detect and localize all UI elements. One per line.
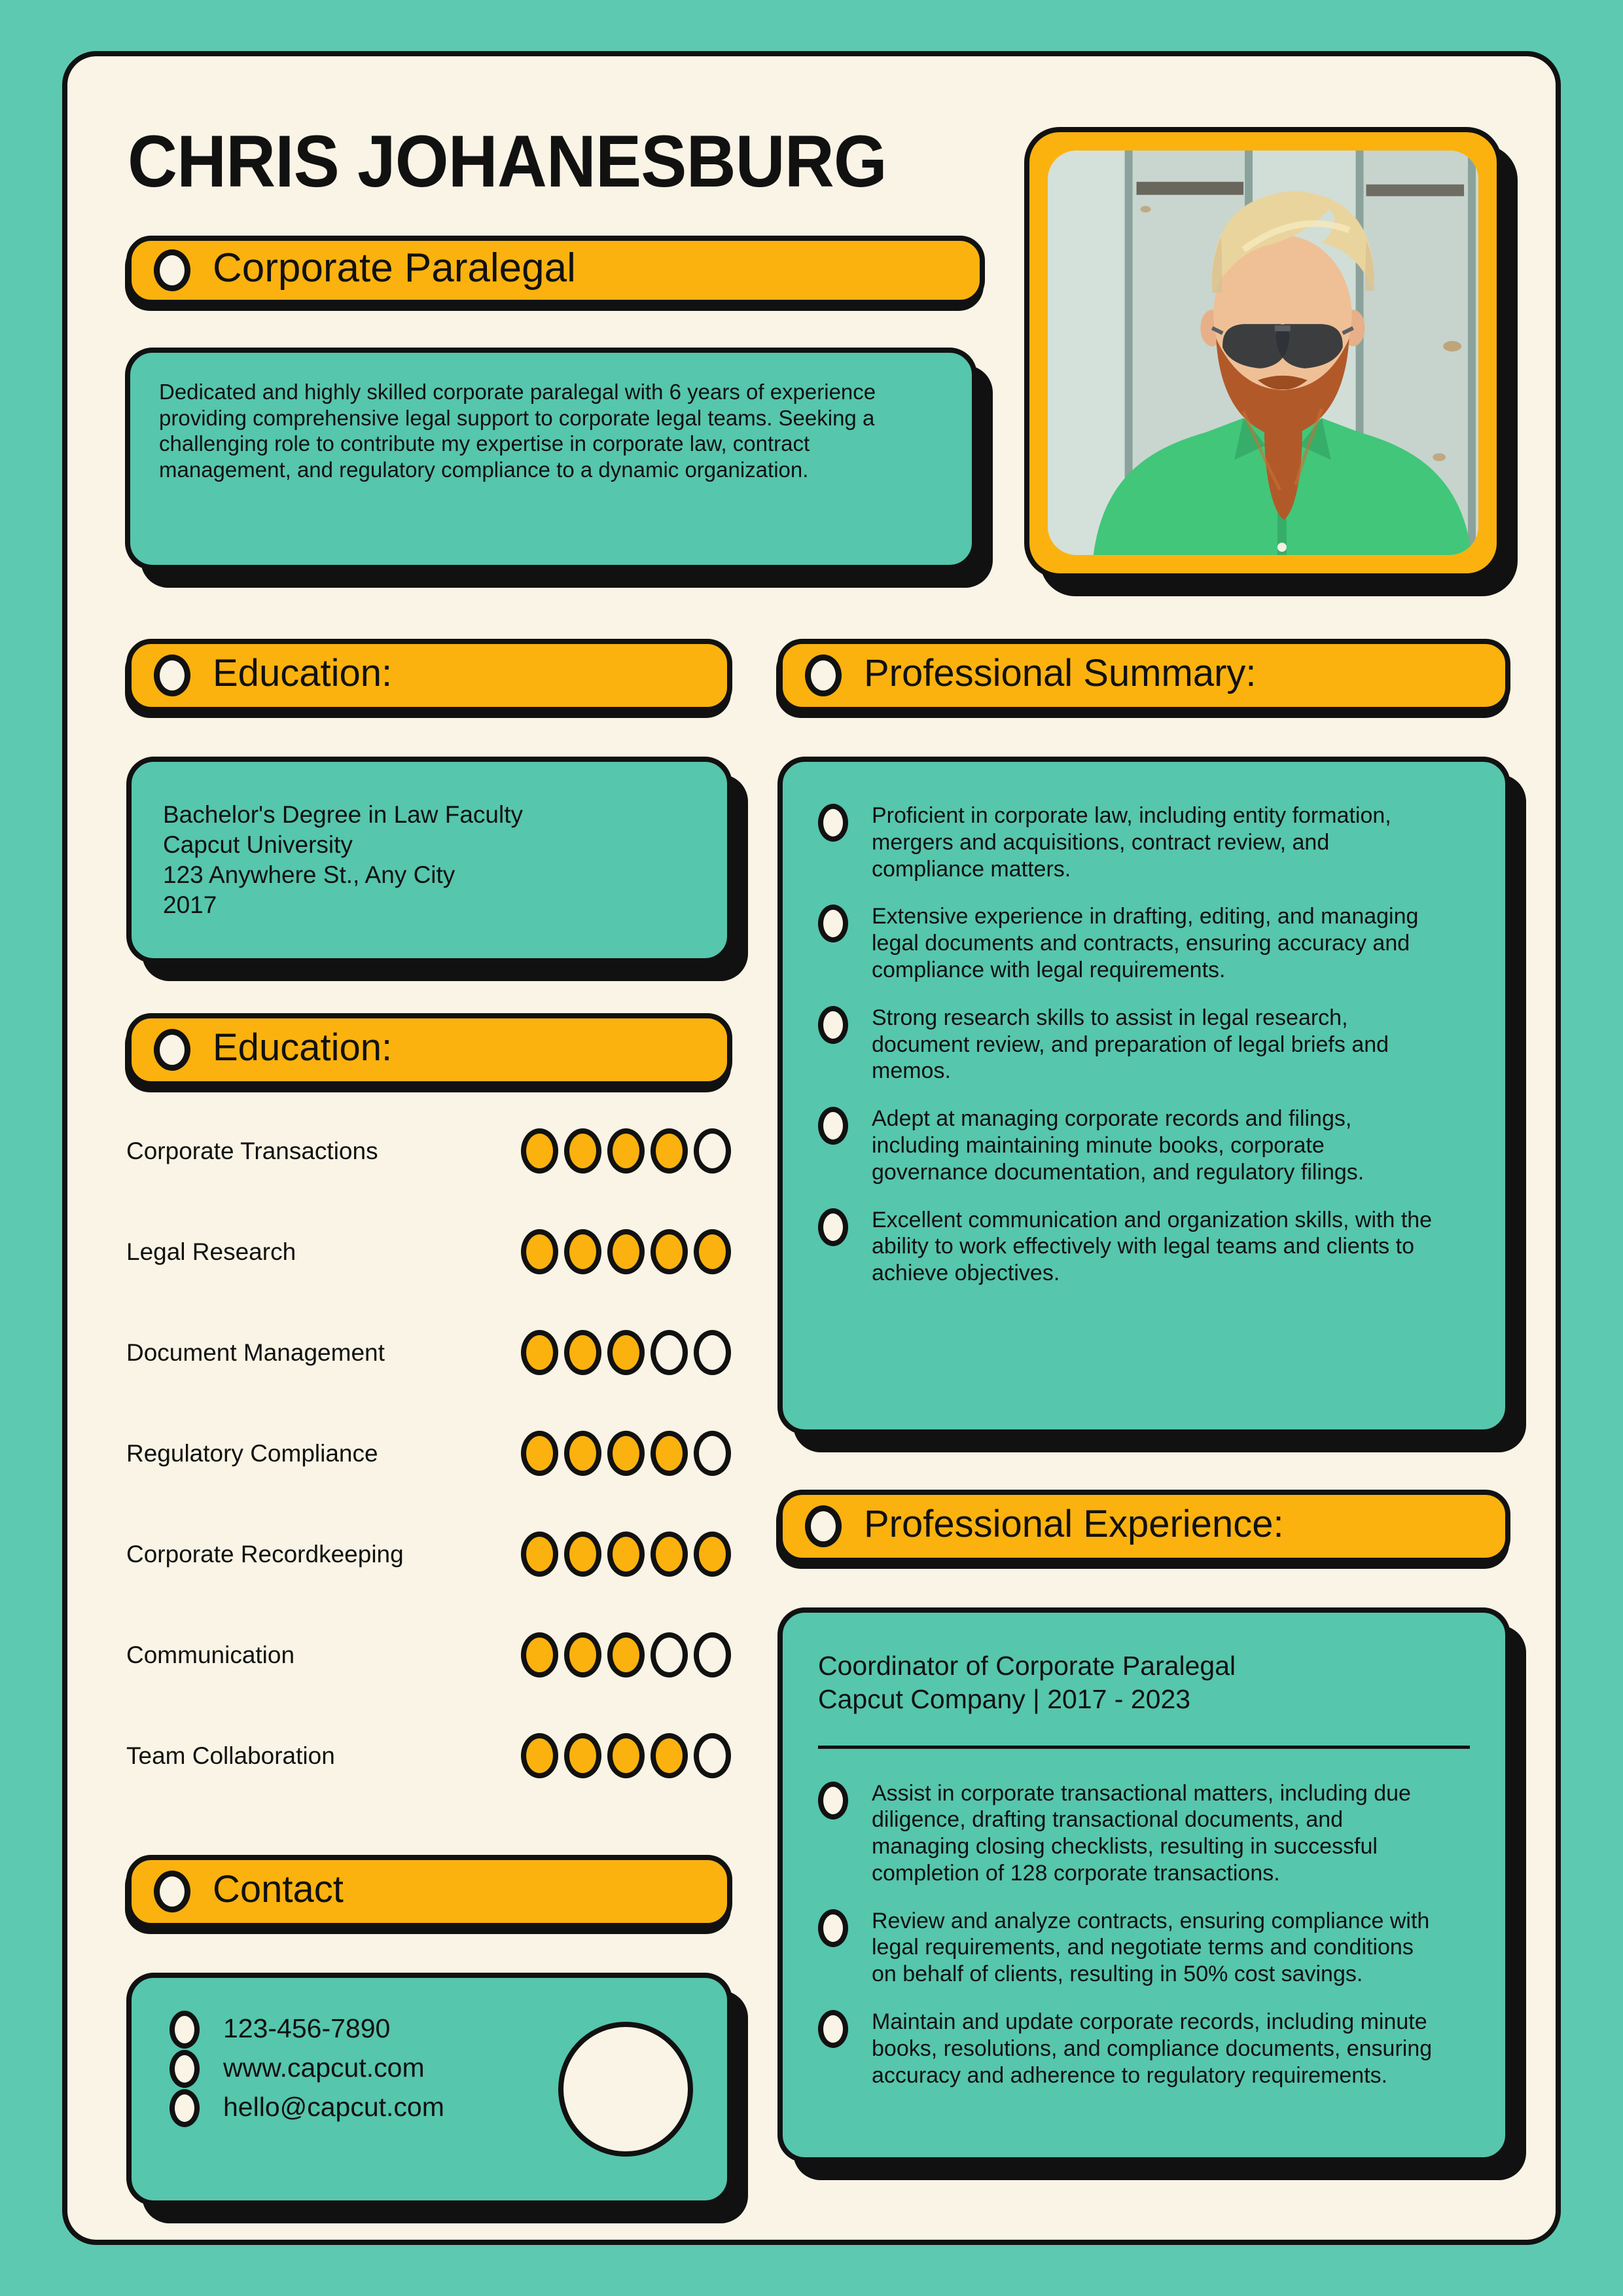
rating-dot-icon	[564, 1733, 601, 1778]
skill-rating	[521, 1229, 731, 1274]
skill-row	[126, 1516, 732, 1593]
professional-summary-panel	[777, 757, 1510, 1435]
bullet-circle-icon	[818, 1909, 848, 1947]
skills-list	[126, 1113, 732, 1818]
experience-role: Coordinator of Corporate Paralegal	[818, 1651, 1236, 1681]
rating-dot-icon	[651, 1229, 688, 1274]
education-section-pill	[126, 639, 732, 712]
skill-row	[126, 1113, 732, 1190]
rating-dot-icon	[651, 1330, 688, 1375]
skill-row	[126, 1415, 732, 1492]
bullet-text: Proficient in corporate law, including entity formation, mergers and acquisitions, contract review, and compliance matters.	[872, 803, 1391, 882]
skill-rating	[521, 1431, 731, 1476]
pill-circle-icon	[154, 1871, 190, 1912]
rating-dot-icon	[651, 1128, 688, 1174]
skill-label: Communication	[126, 1641, 295, 1668]
bullet-text: Adept at managing corporate records and filings, including maintaining minute books, corporate governance documentation, and regulatory filings.	[872, 1106, 1364, 1185]
rating-dot-icon	[694, 1431, 731, 1476]
pill-circle-icon	[154, 655, 190, 696]
skills-section-pill	[126, 1013, 732, 1086]
education-address: 123 Anywhere St., Any City	[163, 861, 455, 888]
pill-circle-icon	[805, 1505, 842, 1547]
bullet-text: Review and analyze contracts, ensuring compliance with legal requirements, and negotiate terms and conditions on behalf of clients, resulting in 50% cost savings.	[872, 1908, 1430, 1987]
contact-value: hello@capcut.com	[223, 2092, 444, 2122]
skills-header: Education:	[213, 1026, 393, 1069]
bullet-text: Assist in corporate transactional matters, including due diligence, drafting transactional documents, and managing closing checklists, resulting in successful completion of 128 corporate transactions.	[872, 1780, 1411, 1886]
right-column	[777, 639, 1510, 2162]
profile-photo	[1048, 151, 1478, 555]
bullet-text: Maintain and update corporate records, including minute books, resolutions, and compliance documents, ensuring accuracy and adherence to regulatory requirements.	[872, 2009, 1433, 2088]
professional-experience-header: Professional Experience:	[864, 1503, 1284, 1545]
rating-dot-icon	[694, 1229, 731, 1274]
rating-dot-icon	[607, 1229, 645, 1274]
bullet-text: Strong research skills to assist in legal research, document review, and preparation of legal briefs and memos.	[872, 1005, 1389, 1084]
skill-row	[126, 1617, 732, 1694]
skill-label: Corporate Transactions	[126, 1137, 378, 1164]
skill-label: Regulatory Compliance	[126, 1439, 378, 1467]
experience-bullet-list	[809, 1780, 1476, 2089]
skill-label: Corporate Recordkeeping	[126, 1540, 404, 1568]
rating-dot-icon	[651, 1632, 688, 1677]
rating-dot-icon	[564, 1532, 601, 1577]
contact-section-pill	[126, 1855, 732, 1928]
skill-label: Document Management	[126, 1338, 385, 1366]
rating-dot-icon	[694, 1733, 731, 1778]
skill-rating	[521, 1128, 731, 1174]
bullet-circle-icon	[169, 2011, 200, 2049]
divider	[818, 1746, 1470, 1749]
skill-row	[126, 1717, 732, 1795]
list-item	[809, 1105, 1476, 1185]
pill-circle-icon	[154, 249, 190, 291]
rating-dot-icon	[694, 1128, 731, 1174]
bullet-circle-icon	[818, 804, 848, 842]
experience-company-period: Capcut Company | 2017 - 2023	[818, 1684, 1191, 1715]
rating-dot-icon	[564, 1128, 601, 1174]
bullet-circle-icon	[818, 1782, 848, 1820]
skill-rating	[521, 1733, 731, 1778]
rating-dot-icon	[521, 1229, 558, 1274]
rating-dot-icon	[607, 1733, 645, 1778]
rating-dot-icon	[607, 1431, 645, 1476]
education-panel	[126, 757, 732, 963]
skill-label: Legal Research	[126, 1238, 296, 1265]
professional-summary-header: Professional Summary:	[864, 652, 1257, 694]
job-title-pill	[126, 236, 985, 305]
pill-circle-icon	[805, 655, 842, 696]
professional-experience-pill	[777, 1490, 1510, 1563]
rating-dot-icon	[521, 1532, 558, 1577]
intro-summary-text: Dedicated and highly skilled corporate paralegal with 6 years of experience providing comprehensive legal support to corporate legal teams. Seeking a challenging role to contribute my expertise in corporate law, contract management, and regulatory compliance to a dynamic organization.	[159, 380, 876, 482]
rating-dot-icon	[694, 1532, 731, 1577]
contact-header: Contact	[213, 1867, 344, 1910]
skill-row	[126, 1213, 732, 1291]
education-degree: Bachelor's Degree in Law Faculty	[163, 801, 523, 828]
professional-summary-pill	[777, 639, 1510, 712]
list-item	[809, 1207, 1476, 1287]
bullet-circle-icon	[818, 1107, 848, 1145]
bullet-circle-icon	[169, 2050, 200, 2088]
rating-dot-icon	[694, 1330, 731, 1375]
rating-dot-icon	[651, 1733, 688, 1778]
list-item	[809, 802, 1476, 882]
rating-dot-icon	[607, 1632, 645, 1677]
page-title: CHRIS JOHANESBURG	[128, 120, 887, 202]
rating-dot-icon	[607, 1128, 645, 1174]
skill-rating	[521, 1532, 731, 1577]
rating-dot-icon	[694, 1632, 731, 1677]
rating-dot-icon	[564, 1330, 601, 1375]
rating-dot-icon	[521, 1733, 558, 1778]
contact-value: www.capcut.com	[223, 2053, 425, 2083]
skill-row	[126, 1314, 732, 1391]
contact-circle-icon	[558, 2022, 693, 2157]
rating-dot-icon	[521, 1128, 558, 1174]
list-item	[809, 1908, 1476, 1988]
bullet-text: Extensive experience in drafting, editing, and managing legal documents and contracts, ensuring accuracy and compliance with legal requirements.	[872, 904, 1419, 982]
contact-value: 123-456-7890	[223, 2013, 391, 2043]
skill-rating	[521, 1330, 731, 1375]
rating-dot-icon	[564, 1431, 601, 1476]
job-title-label: Corporate Paralegal	[213, 245, 576, 291]
rating-dot-icon	[651, 1532, 688, 1577]
bullet-circle-icon	[169, 2089, 200, 2127]
profile-photo-frame	[1024, 127, 1502, 579]
education-year: 2017	[163, 891, 217, 918]
rating-dot-icon	[564, 1229, 601, 1274]
skill-label: Team Collaboration	[126, 1742, 335, 1769]
intro-summary-panel	[125, 348, 977, 570]
education-header: Education:	[213, 652, 393, 694]
rating-dot-icon	[521, 1431, 558, 1476]
skill-rating	[521, 1632, 731, 1677]
bullet-circle-icon	[818, 1006, 848, 1044]
bullet-circle-icon	[818, 905, 848, 942]
education-school: Capcut University	[163, 831, 353, 858]
contact-panel	[126, 1973, 732, 2206]
rating-dot-icon	[521, 1632, 558, 1677]
rating-dot-icon	[521, 1330, 558, 1375]
left-column	[126, 639, 732, 2206]
list-item	[809, 1780, 1476, 1887]
list-item	[809, 903, 1476, 983]
resume-card	[62, 51, 1561, 2245]
list-item	[809, 1005, 1476, 1085]
rating-dot-icon	[607, 1532, 645, 1577]
portrait-illustration	[1048, 151, 1478, 555]
rating-dot-icon	[564, 1632, 601, 1677]
bullet-text: Excellent communication and organization skills, with the ability to work effectively with legal teams and clients to achieve objectives.	[872, 1207, 1433, 1286]
bullet-circle-icon	[818, 1208, 848, 1246]
list-item	[809, 2009, 1476, 2089]
rating-dot-icon	[607, 1330, 645, 1375]
pill-circle-icon	[154, 1029, 190, 1071]
bullet-circle-icon	[818, 2010, 848, 2048]
rating-dot-icon	[651, 1431, 688, 1476]
professional-experience-panel	[777, 1607, 1510, 2162]
